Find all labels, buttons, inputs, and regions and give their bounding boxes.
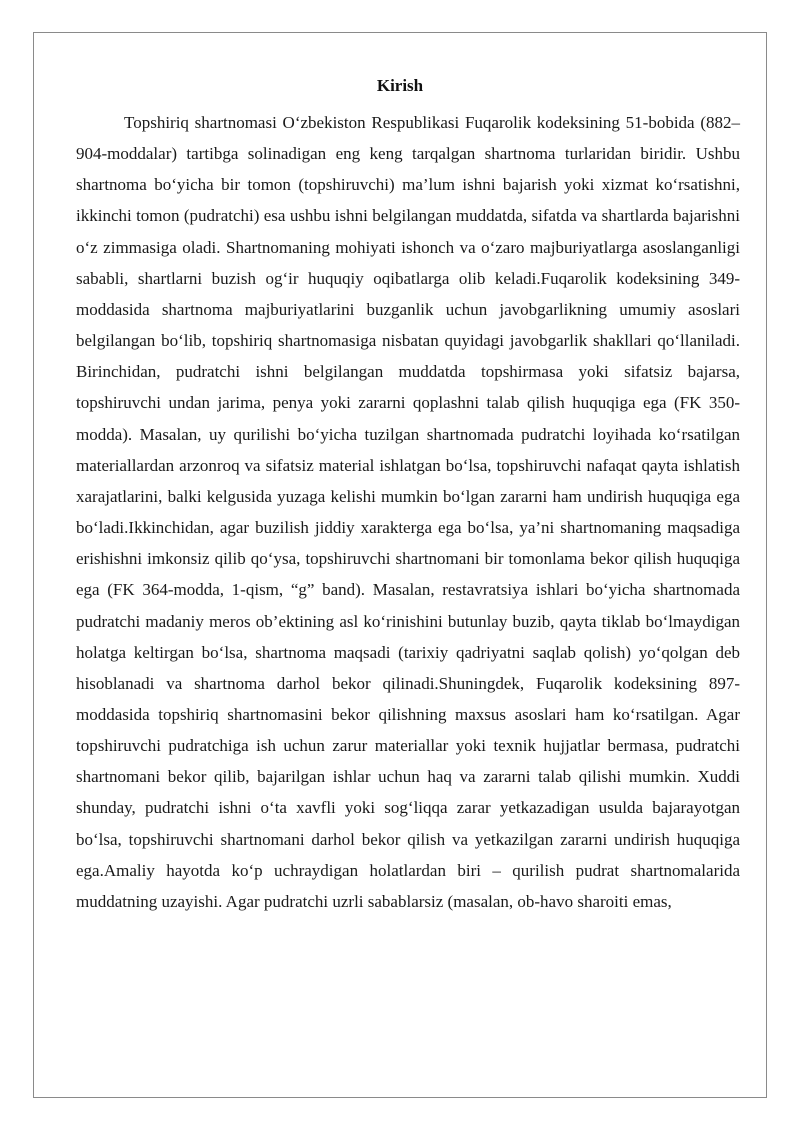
document-title: Kirish: [376, 76, 424, 95]
document-body-paragraph: Topshiriq shartnomasi O‘zbekiston Respublikasi Fuqarolik kodeksining 51-bobida (882–904-moddalar) tartibga solinadigan eng keng tarqalgan shartnoma turlaridan biridir. Ushbu shartnoma bo‘yicha bir tomon (topshiruvchi) ma’lum ishni bajarish yoki xizmat ko‘rsatishni, ikkinchi tomon (pudratchi) esa ushbu ishni belgilangan muddatda, sifatda va shartlarda bajarishni o‘z zimmasiga oladi. Shartnomaning mohiyati ishonch va o‘zaro majburiyatlarga asoslanganligi sababli, shartlarni buzish og‘ir huquqiy oqibatlarga olib keladi.Fuqarolik kodeksining 349-moddasida shartnoma majburiyatlarini buzganlik uchun javobgarlikning umumiy asoslari belgilangan bo‘lib, topshiriq shartnomasiga nisbatan quyidagi javobgarlik shakllari qo‘llaniladi. Birinchidan, pudratchi ishni belgilangan muddatda topshirmasa yoki sifatsiz bajarsa, topshiruvchi undan jarima, penya yoki zararni qoplashni talab qilish huquqiga ega (FK 350-modda). Masalan, uy qurilishi bo‘yicha tuzilgan shartnomada pudratchi loyihada ko‘rsatilgan materiallardan arzonroq va sifatsiz material ishlatgan bo‘lsa, topshiruvchi nafaqat qayta ishlatish xarajatlarini, balki kelgusida yuzaga kelishi mumkin bo‘lgan zararni ham undirish huquqiga ega bo‘ladi.Ikkinchidan, agar buzilish jiddiy xarakterga ega bo‘lsa, ya’ni shartnomaning maqsadiga erishishni imkonsiz qilib qo‘ysa, topshiruvchi shartnomani bir tomonlama bekor qilish huquqiga ega (FK 364-modda, 1-qism, “g” band). Masalan, restavratsiya ishlari bo‘yicha shartnomada pudratchi madaniy meros ob’ektining asl ko‘rinishini butunlay buzib, qayta tiklab bo‘lmaydigan holatga keltirgan bo‘lsa, shartnoma maqsadi (tarixiy qadriyatni saqlab qolish) yo‘qolgan deb hisoblanadi va shartnoma darhol bekor qilinadi.Shuningdek, Fuqarolik kodeksining 897-moddasida topshiriq shartnomasini bekor qilishning maxsus asoslari ham ko‘rsatilgan. Agar topshiruvchi pudratchiga ish uchun zarur materiallar yoki texnik hujjatlar bermasa, pudratchi shartnomani bekor qilib, bajarilgan ishlar uchun haq va zararni talab qilishi mumkin. Xuddi shunday, pudratchi ishni o‘ta xavfli yoki sog‘liqqa zarar yetkazadigan usulda bajarayotgan bo‘lsa, topshiruvchi shartnomani darhol bekor qilish va yetkazilgan zararni undirish huquqiga ega.Amaliy hayotda ko‘p uchraydigan holatlardan biri – qurilish pudrat shartnomalarida muddatning uzayishi. Agar pudratchi uzrli sabablarsiz (masalan, ob-havo sharoiti emas,: [76, 113, 740, 911]
